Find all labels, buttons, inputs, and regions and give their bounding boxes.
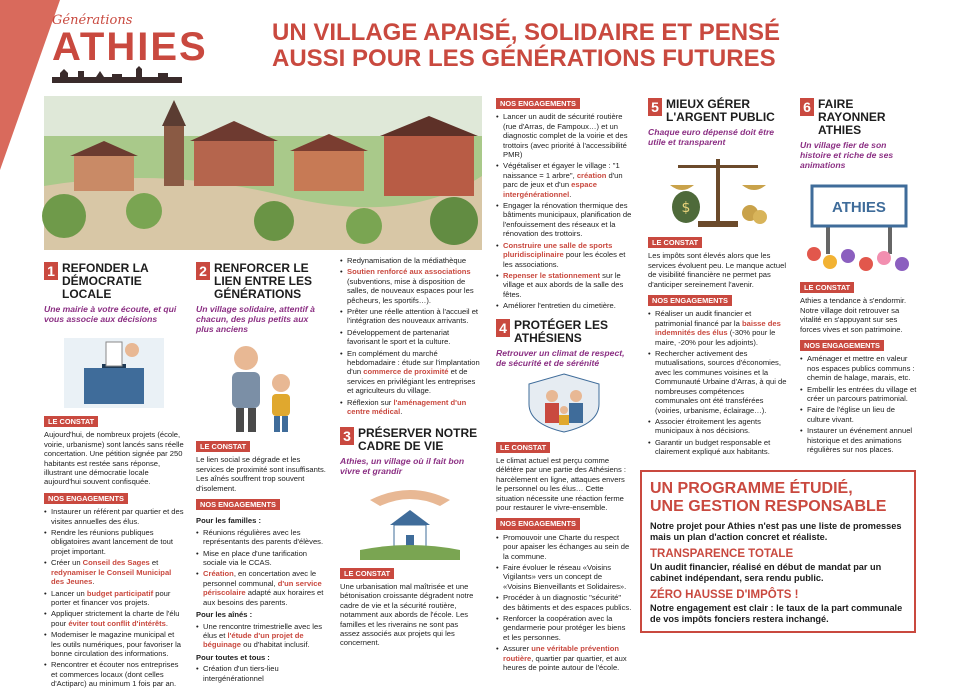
programme-title-2: UNE GESTION RESPONSABLE (650, 498, 887, 515)
highlight: Soutien renforcé aux associations (347, 267, 471, 277)
constat-label: LE CONSTAT (496, 442, 550, 453)
programme-intro: Notre projet pour Athies n'est pas une liste de promesses mais un plan d'action concret et réaliste. (650, 521, 902, 542)
column-three (340, 256, 480, 650)
section-generations (196, 262, 326, 685)
highlight: espace intergénérationnel (503, 180, 597, 199)
village-skyline-icon (52, 67, 192, 83)
highlight: Construire une salle de sports pluridisciplinaire (503, 240, 613, 260)
list-item: • Procéder à un diagnostic "sécurité" des bâtiments et des espaces publics. (496, 593, 632, 612)
grandparent-child-icon (206, 338, 316, 433)
list-item: • Garantir un budget responsable et clairement expliqué aux habitants. (648, 438, 788, 457)
list-item: • Promouvoir une Charte du respect pour apaiser les échanges au sein de la commune. (496, 533, 632, 561)
highlight: Repenser le stationnement (503, 270, 601, 280)
list-item: • Faire évoluer le réseau «Voisins Vigilants» vers un concept de «Voisins Bienveillants et Solidaires». (496, 563, 632, 591)
section-number: 2 (196, 262, 210, 280)
constat-text: Athies a tendance à s'endormir. Notre village doit retrouver sa vitalité en s'appuyant sur ses forces vives et son patrimoine. (800, 296, 907, 334)
elders-list (196, 622, 326, 650)
constat-text: Le climat actuel est perçu comme délétère par une partie des Athésiens : harcèlement en ligne, attaques envers le personnel ou les élus… Cette situation nécessite une réaction ferme pour restaurer le vivre-ensemble. (496, 455, 627, 512)
list-item (196, 622, 326, 650)
section-subtitle: Un village solidaire, attentif à chacun, des plus petits aux plus anciens (196, 304, 315, 334)
text: Végétaliser et égayer le village : "1 naissance = 1 arbre", (503, 161, 620, 180)
transparency-text: Un audit financier, réalisé en début de mandat par un cabinet indépendant, sera rendu public. (650, 562, 882, 583)
proteger-engagements-list (496, 533, 632, 673)
list-item (340, 398, 480, 417)
title-line-2: AUSSI POUR LES GÉNÉRATIONS FUTURES (272, 45, 776, 72)
text: Lancer un (51, 588, 87, 598)
section-number: 4 (496, 319, 510, 337)
section-argent-public (648, 98, 788, 459)
programme-title-1: UN PROGRAMME ÉTUDIÉ, (650, 480, 853, 497)
list-item (496, 644, 632, 672)
text: Appliquer strictement la charte de l'élu pour (51, 609, 180, 628)
text: (subventions, mise à disposition de salles, de nouveaux espaces pour les pêcheurs, les sportifs…). (347, 276, 474, 305)
village-illustration (44, 96, 482, 250)
text: Une rencontre trimestrielle avec les élus et (203, 621, 323, 640)
list-item: • Instaurer un événement annuel historique et des animations régulières sur nos places. (800, 426, 918, 454)
list-item: • Faire de l'église un lieu de culture vivant. (800, 405, 918, 424)
list-item (496, 271, 632, 299)
section-subtitle: Une mairie à votre écoute, et qui vous associe aux décisions (44, 304, 177, 324)
ballot-box-icon (54, 328, 174, 408)
list-item: • Instaurer un référent par quartier et des visites annuelles des élus. (44, 507, 184, 526)
section-title: RENFORCER LE LIEN ENTRE LES GÉNÉRATIONS (214, 261, 313, 301)
list-item (196, 569, 326, 607)
tax-heading: ZÉRO HAUSSE D'IMPÔTS ! (650, 589, 799, 601)
logo-subtitle: Générations (52, 13, 133, 28)
list-item (44, 558, 184, 586)
constat-label: LE CONSTAT (800, 282, 854, 293)
rayonner-engagements-list (800, 354, 918, 454)
section-number: 5 (648, 98, 662, 116)
engagements-label: NOS ENGAGEMENTS (496, 518, 580, 529)
text: d'un parc de jeux et d'un (503, 170, 623, 190)
highlight: budget participatif (86, 588, 154, 598)
constat-label: LE CONSTAT (340, 568, 394, 579)
logo-title: ATHIES (52, 25, 208, 69)
highlight: redynamiser le Conseil Municipal des Jeunes (51, 567, 172, 587)
svg-text:$: $ (681, 200, 691, 216)
group-heading: Pour les aînés : (196, 610, 253, 620)
page-title (272, 20, 780, 72)
section-subtitle: Un village fier de son histoire et riche de ses animations (800, 140, 894, 170)
text: . (92, 577, 95, 587)
section-subtitle: Retrouver un climat de respect, de sécurité et de sérénité (496, 347, 625, 368)
text: . (400, 407, 403, 417)
section-number: 3 (340, 427, 354, 445)
text: , en concertation avec le personnel communal, (203, 569, 317, 588)
list-item: • Lancer un audit de sécurité routière (rue d'Arras, de Fampoux…) et un diagnostic complet de la voirie et des trottoirs (avec priorité à l'accessibilité PMR) (496, 112, 632, 159)
list-item: • Embellir les entrées du village et créer un parcours patrimonial. (800, 385, 918, 404)
highlight: commerce de proximité (363, 367, 449, 377)
list-item (340, 267, 480, 305)
family-shield-icon (514, 372, 614, 434)
list-item: • Prêter une réelle attention à l'accueil et l'intégration des nouveaux arrivants. (340, 307, 480, 326)
list-item: • Modemiser le magazine municipal et les outils numériques, pour favoriser la bonne circulation des informations. (44, 630, 184, 658)
list-item: • Aménager et mettre en valeur nos espaces publics communs : chemin de halage, marais, etc. (800, 354, 918, 382)
text: et de services en privilégiant les entreprises et agriculteurs du village. (347, 367, 476, 396)
group-heading: Pour toutes et tous : (196, 652, 270, 662)
title-line-1: UN VILLAGE APAISÉ, SOLIDAIRE ET PENSÉ (272, 19, 781, 46)
list-item: • Associer étroitement les agents municipaux à nos décisions. (648, 417, 788, 436)
text: Créer un (51, 558, 83, 568)
house-hand-icon (350, 480, 470, 560)
highlight: l'étude d'un projet de béguinage (203, 630, 304, 650)
section-rayonner (800, 98, 918, 457)
text: pour porter et financer vos projets. (51, 588, 171, 607)
list-item (648, 309, 788, 347)
highlight: Conseil des Sages (82, 558, 150, 568)
highlight: Création (203, 569, 234, 579)
list-item: • Renforcer la coopération avec la gendarmerie pour protéger les biens et les personnes. (496, 614, 632, 642)
logo (52, 14, 252, 88)
text: En complément du marché hebdomadaire : étude sur l'implantation d'un (347, 348, 480, 377)
scale-money-icon (658, 151, 778, 229)
text: sur le village et aux abords de la salle des fêtes. (503, 270, 624, 299)
text: adapté aux horaires et aux besoins des parents. (203, 588, 324, 607)
section-title: PRÉSERVER NOTRE CADRE DE VIE (358, 425, 478, 453)
engagements-label: NOS ENGAGEMENTS (44, 493, 128, 504)
list-item: • Redynamisation de la médiathèque (340, 256, 480, 265)
text: ou d'habitat inclusif. (240, 640, 310, 650)
text: (-30% pour le maire, -20% pour les adjoints). (655, 328, 776, 347)
families-list (196, 528, 326, 607)
section-title: PROTÉGER LES ATHÉSIENS (514, 317, 609, 345)
highlight: création (576, 170, 607, 180)
constat-label: LE CONSTAT (648, 237, 702, 248)
transparency-heading: TRANSPARENCE TOTALE (650, 548, 794, 560)
text: Réaliser un audit financier et patrimonial financé par la (655, 309, 752, 328)
list-item: • Rendre les réunions publiques obligatoires avant lancement de tout projet important. (44, 528, 184, 556)
list-item: • Mise en place d'une tarification sociale via le CCAS. (196, 549, 326, 568)
constat-label: LE CONSTAT (44, 416, 98, 427)
everyone-list (196, 664, 326, 683)
list-item: • Engager la rénovation thermique des bâtiments municipaux, planification de l'enfouissement des réseaux et la rénovation des trottoirs. (496, 201, 632, 239)
engagements-list (44, 507, 184, 688)
list-item: • Développement de partenariat favorisant le sport et la culture. (340, 328, 480, 347)
engagements-label: NOS ENGAGEMENTS (800, 340, 884, 351)
highlight: une véritable prévention routière (503, 644, 620, 663)
tax-text: Notre engagement est clair : le taux de la part communale de vos impôts fonciers restera inchangé. (650, 603, 903, 624)
list-item: • Rechercher activement des mutualisations, sources d'économies, avec les communes voisines et la Communauté Urbaine d'Arras, à qui de nombreuses compétences communales ont été transférées (voiries, urbanisme, éclairage…). (648, 349, 788, 415)
section-title: MIEUX GÉRER L'ARGENT PUBLIC (666, 97, 775, 124)
programme-box (640, 470, 916, 633)
list-item (340, 349, 480, 396)
highlight: l'aménagement d'un centre médical (347, 397, 467, 417)
constat-text: Aujourd'hui, de nombreux projets (école, voirie, urbanisme) sont lancés sans réelle concertation. Une pétition signée par 250 habitants est restée sans réponse, illustrant une démocratie locale aujourd'hui souvent confisquée. (44, 430, 184, 487)
column-four (496, 98, 632, 674)
constat-label: LE CONSTAT (196, 441, 250, 452)
list-item (496, 161, 632, 199)
constat-text: Le lien social se dégrade et les services de proximité sont insuffisants. Les aînés souffrent trop souvent d'isolement. (196, 455, 326, 493)
section-democratie (44, 262, 184, 691)
text: pour les écoles et les associations. (503, 250, 626, 269)
argent-engagements-list (648, 309, 788, 456)
list-item (44, 609, 184, 628)
text: Réflexion sur (347, 397, 394, 407)
section-subtitle: Athies, un village où il fait bon vivre et grandir (340, 455, 465, 476)
list-item: • Améliorer l'entretien du cimetière. (496, 301, 632, 310)
text: , quartier par quartier, et aux heures de pointe autour de l'école. (503, 653, 627, 673)
highlight: éviter tout conflit d'intérêts (68, 618, 166, 628)
text: Assurer (503, 644, 532, 654)
section-cadre-de-vie (340, 427, 480, 453)
engagements-label: NOS ENGAGEMENTS (196, 499, 280, 510)
list-item (496, 241, 632, 269)
section-title: FAIRE RAYONNER ATHIES (818, 97, 886, 137)
constat-text: Les impôts sont élevés alors que les services évoluent peu. Le manque actuel de visibilité financière ne permet pas d'anticiper sereinement l'avenir. (648, 251, 787, 289)
section-proteger (496, 319, 632, 345)
list-item: • Réunions régulières avec les représentants des parents d'élèves. (196, 528, 326, 547)
section-number: 6 (800, 98, 814, 116)
list-item (44, 589, 184, 608)
engagements-label: NOS ENGAGEMENTS (648, 295, 732, 306)
list-item: • Rencontrer et écouter nos entreprises et commerces locaux (dont celles d'Actiparc) au minimum 1 fois par an. (44, 660, 184, 688)
text: et (149, 558, 159, 568)
sign-text: ATHIES (832, 199, 886, 216)
village-sign-flowers-icon (800, 174, 918, 274)
constat-text: Une urbanisation mal maîtrisée et une bétonisation croissante dégradent notre cadre de vie et la sécurité routière, notamment aux abords de l'école. Les familles et les riverains ne sont pas assez associés aux projets qui les concernent. (340, 581, 474, 648)
list-item: • Création d'un tiers-lieu intergénérationnel (196, 664, 326, 683)
everyone-list-continued (340, 256, 480, 417)
highlight: d'un service périscolaire (203, 578, 322, 598)
section-title: REFONDER LA DÉMOCRATIE LOCALE (62, 261, 149, 301)
highlight: baisse des indemnités des élus (655, 318, 781, 338)
section-subtitle: Chaque euro dépensé doit être utile et transparent (648, 127, 775, 147)
group-heading: Pour les familles : (196, 516, 261, 526)
section-number: 1 (44, 262, 58, 280)
text: . (165, 618, 169, 628)
engagements-label: NOS ENGAGEMENTS (496, 98, 580, 109)
cadre-engagements-list (496, 112, 632, 310)
text: . (569, 189, 572, 199)
